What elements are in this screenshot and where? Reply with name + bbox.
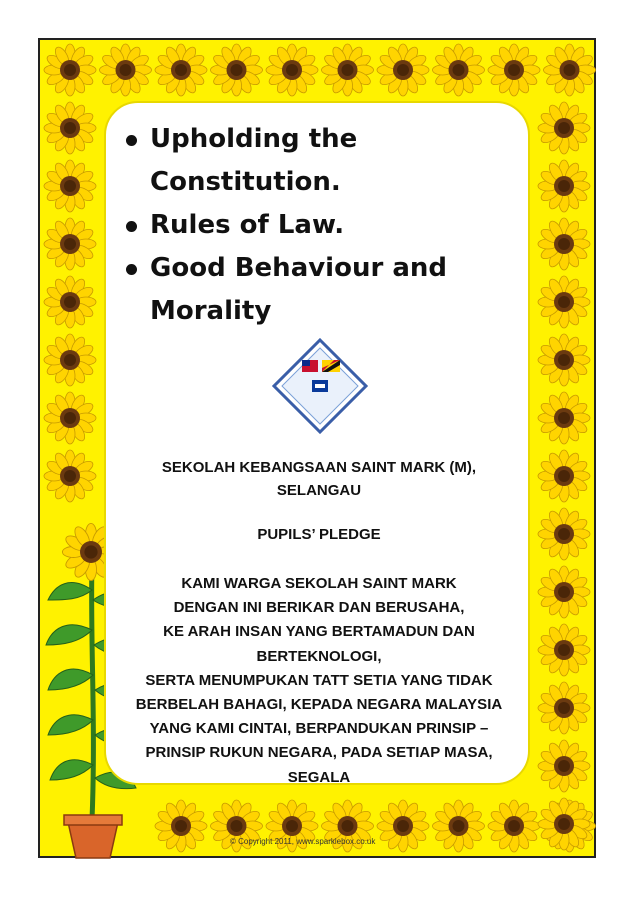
bullet-item: Rules of Law. [116, 204, 516, 247]
sunflower-icon [155, 44, 207, 96]
sunflower-icon [44, 392, 96, 444]
sunflower-icon [538, 218, 590, 270]
sunflower-icon [538, 624, 590, 676]
pledge-line: KE ARAH INSAN YANG BERTAMADUN DAN [163, 623, 475, 641]
pledge-text [110, 572, 528, 790]
sunflower-icon [488, 800, 540, 852]
pledge-line: SEGALA [287, 768, 351, 786]
pledge-line: BERTEKNOLOGI, [256, 647, 382, 665]
sunflower-icon [155, 800, 207, 852]
pledge-line: SERTA MENUMPUKAN TATT SETIA YANG TIDAK [145, 671, 493, 689]
bullet-item: Upholding the Constitution. [116, 118, 516, 204]
sunflower-icon [538, 160, 590, 212]
pledge-line: DENGAN INI BERIKAR DAN BERUSAHA, [173, 599, 465, 617]
school-crest-icon [272, 338, 368, 434]
bullet-dot-icon [126, 135, 137, 146]
copyright-text: © Copyright 2011, www.sparklebox.co.uk [230, 837, 376, 846]
sunflower-icon [538, 450, 590, 502]
pledge-line: BERBELAH BAHAGI, KEPADA NEGARA MALAYSIA [135, 696, 503, 714]
sunflower-icon [44, 276, 96, 328]
bullet-list [116, 118, 516, 333]
pledge-line: YANG KAMI CINTAI, BERPANDUKAN PRINSIP – [149, 720, 489, 738]
sunflower-icon [433, 44, 485, 96]
sunflower-icon [44, 44, 96, 96]
sunflower-icon [44, 160, 96, 212]
sunflower-icon [538, 102, 590, 154]
sunflower-icon [538, 740, 590, 792]
bullet-dot-icon [126, 264, 137, 275]
sunflower-icon [266, 44, 318, 96]
pledge-line: PRINSIP RUKUN NEGARA, PADA SETIAP MASA, [145, 744, 493, 762]
sunflower-icon [538, 334, 590, 386]
sunflower-icon [538, 682, 590, 734]
school-district: SELANGAU [276, 482, 362, 499]
sunflower-icon [377, 44, 429, 96]
pledge-line: KAMI WARGA SEKOLAH SAINT MARK [181, 575, 457, 592]
school-name: SEKOLAH KEBANGSAAN SAINT MARK (M), [161, 459, 477, 476]
sunflower-icon [44, 218, 96, 270]
sunflower-icon [322, 44, 374, 96]
sunflower-icon [544, 44, 596, 96]
bullet-dot-icon [126, 221, 137, 232]
sunflower-icon [377, 800, 429, 852]
sunflower-icon [538, 392, 590, 444]
sunflower-icon [538, 276, 590, 328]
sunflower-icon [44, 334, 96, 386]
sunflower-icon [488, 44, 540, 96]
pledge-title: PUPILS’ PLEDGE [257, 526, 381, 543]
sunflower-icon [100, 44, 152, 96]
bullet-item: Good Behaviour and Morality [116, 247, 516, 333]
sunflower-icon [211, 44, 263, 96]
sunflower-icon [538, 508, 590, 560]
sunflower-icon [44, 102, 96, 154]
sunflower-icon [44, 450, 96, 502]
sunflower-icon [538, 566, 590, 618]
sunflower-icon [433, 800, 485, 852]
school-text-block [110, 456, 528, 790]
